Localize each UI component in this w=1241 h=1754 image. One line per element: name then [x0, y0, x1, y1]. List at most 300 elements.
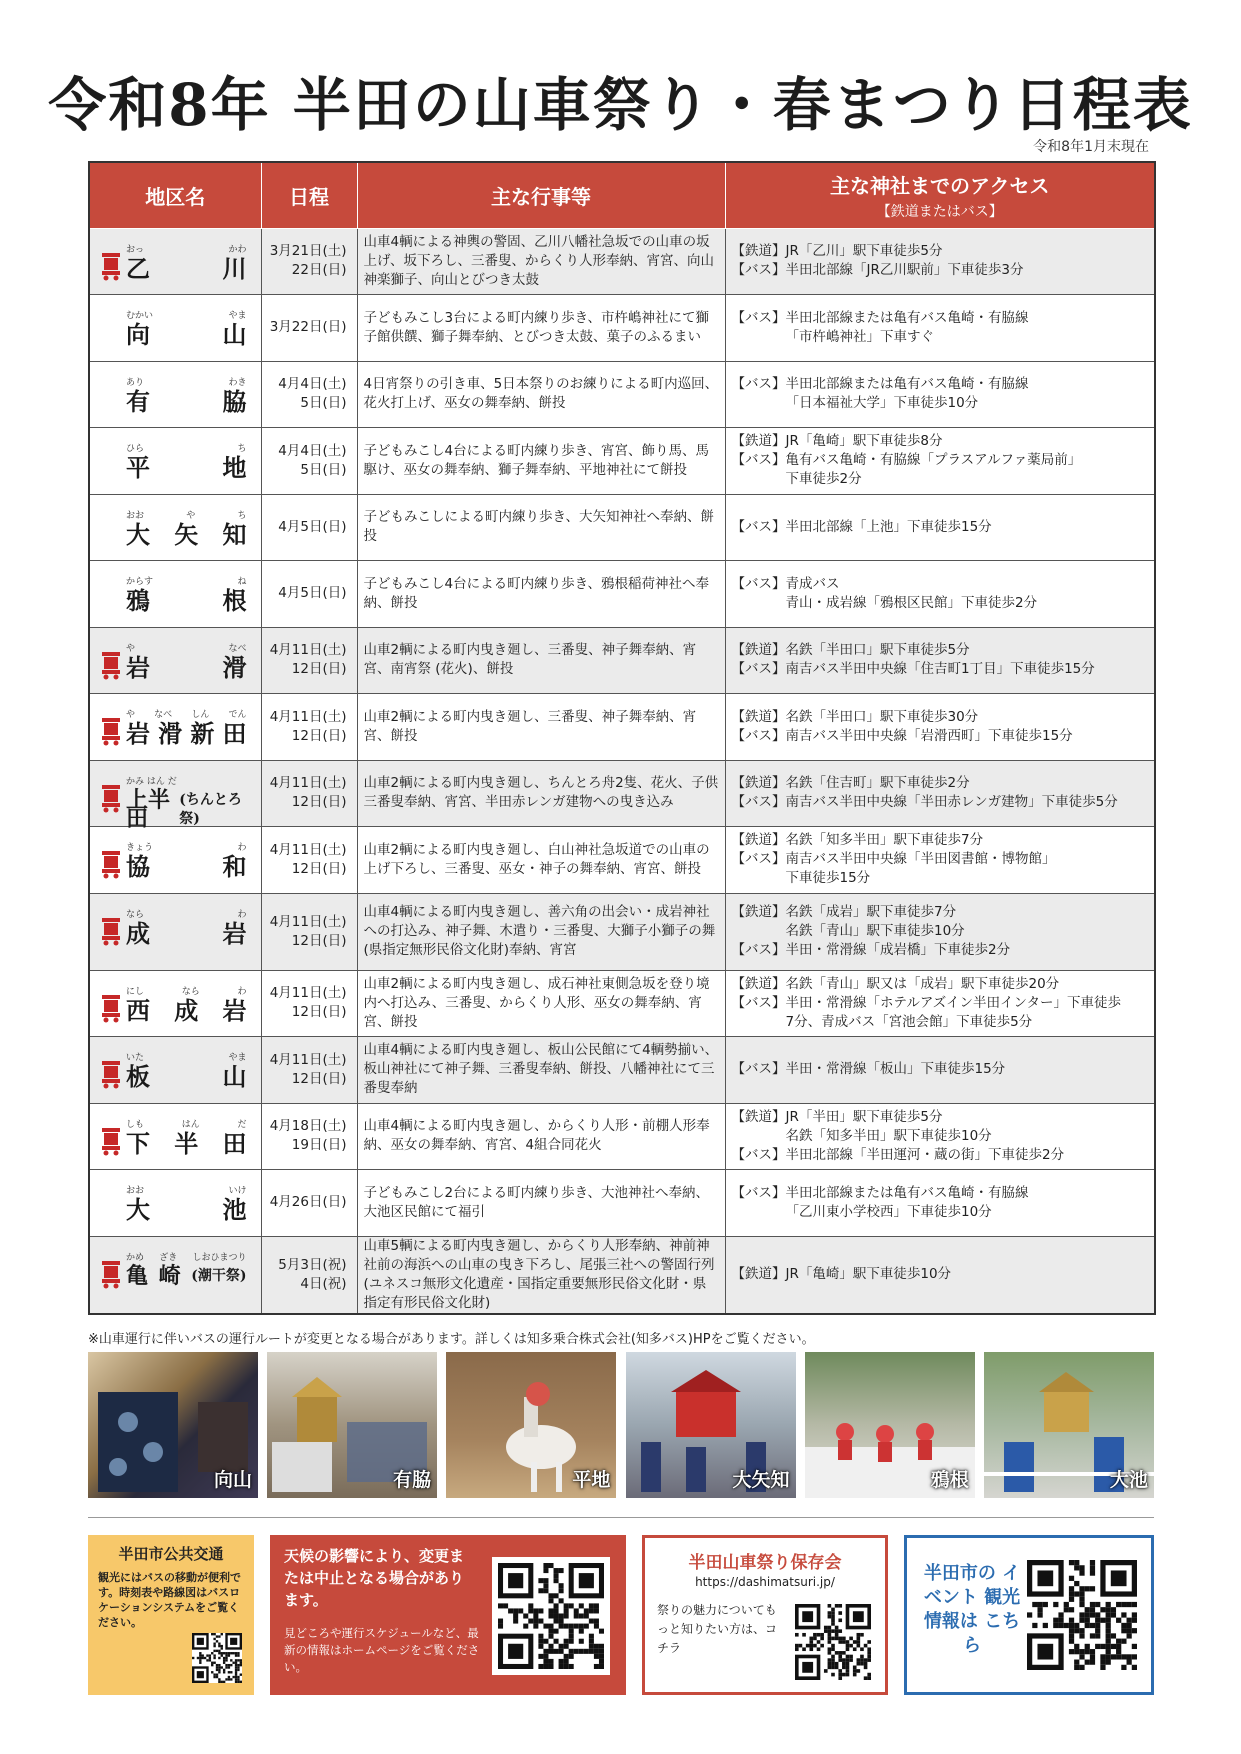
district-name — [126, 1195, 247, 1224]
weather-notice-box — [270, 1535, 626, 1695]
access-line — [732, 774, 1149, 793]
header-events: 主な行事等 — [357, 162, 725, 228]
ruby-text: からす — [126, 577, 154, 587]
district-cell — [89, 228, 261, 295]
weather-title: 天候の影響により、変更または中止となる場合があります。 — [284, 1547, 465, 1609]
district-char: 有 — [126, 386, 150, 416]
photo-caption: 平地 — [572, 1469, 611, 1491]
ruby-text: かみ はん だ — [126, 776, 177, 787]
preservation-society-box — [642, 1535, 888, 1695]
district-char: 西 — [126, 995, 150, 1025]
ruby-text: わ — [237, 843, 247, 853]
date-cell — [261, 494, 357, 561]
access-text: 南吉バス半田中央線「半田赤レンガ建物」下車徒歩5分 — [785, 794, 1118, 811]
events-cell: 山車2輌による町内曳き廻し、白山神社急坂道での山車の上げ下ろし、三番叟、巫女・神子の舞奉納、宵宮、餅投 — [357, 827, 725, 894]
access-text: JR「半田」駅下車徒歩5分 — [785, 1108, 943, 1125]
access-text: 「日本福祉大学」下車徒歩10分 — [785, 395, 979, 412]
district-char: 鴉 — [126, 586, 150, 615]
access-cell — [725, 827, 1155, 894]
dashi-float-icon — [100, 783, 122, 813]
ruby-text: おっ — [126, 244, 145, 255]
district-name — [126, 652, 247, 682]
district-cell — [89, 694, 261, 761]
district-char: 田 — [222, 1128, 247, 1158]
date-text: 4月11日(土) — [269, 985, 347, 1002]
ruby-text: や — [126, 710, 136, 720]
date-text: 4月18日(土) — [269, 1118, 347, 1135]
ruby-text: わ — [237, 909, 247, 920]
transit-qr-code-icon[interactable] — [192, 1633, 242, 1683]
access-line — [732, 903, 1149, 922]
access-mode-tag: 【鉄道】 — [731, 904, 786, 920]
date-cell — [261, 1170, 357, 1237]
ruby-text: おお — [126, 1186, 145, 1196]
access-text: 半田・常滑線「ホテルアズイン半田インター」下車徒歩 — [785, 994, 1121, 1011]
access-cell — [725, 361, 1155, 428]
preservation-url[interactable]: https://dashimatsuri.jp/ — [695, 1575, 835, 1589]
access-text: 7分、青成バス「宮池会館」下車徒歩5分 — [785, 1013, 1033, 1030]
district-char: 山 — [222, 1062, 247, 1091]
access-line — [732, 793, 1149, 812]
ruby-text: あり — [126, 377, 145, 388]
date-cell — [261, 627, 357, 694]
ruby-text: ち — [237, 444, 247, 454]
district-name — [126, 1262, 247, 1289]
date-text: 22日(日) — [291, 262, 347, 279]
district-char: 成 — [126, 918, 150, 948]
access-mode-tag: 【バス】 — [731, 851, 786, 868]
access-text: 名鉄「住吉町」駅下車徒歩2分 — [785, 775, 970, 792]
schedule-table — [88, 161, 1156, 1315]
date-cell — [261, 827, 357, 894]
transit-body: 観光にはバスの移動が便利です。時刻表や路線図はバスロケーションシステムをご覧ください。 — [98, 1571, 241, 1629]
events-cell: 山車2輌による町内曳き廻し、ちんとろ舟2隻、花火、子供三番叟奉納、宵宮、半田赤レンガ建物への曳き込み — [357, 760, 725, 827]
table-row — [89, 1103, 1155, 1170]
dashi-float-icon — [100, 251, 122, 281]
date-text: 3月21日(土) — [269, 243, 347, 260]
events-cell: 山車2輌による町内曳き廻し、成石神社東側急坂を登り境内へ打込み、三番叟、からくり人形、巫女の舞奉納、宵宮、餅投 — [357, 970, 725, 1037]
access-text: 亀有バス亀崎・有脇線「プラスアルファ薬局前」 — [785, 452, 1082, 469]
access-text: 半田北部線または亀有バス亀崎・有脇線 — [785, 1184, 1029, 1201]
date-text: 4月11日(土) — [269, 642, 347, 659]
date-cell — [261, 561, 357, 628]
date-text: 5日(日) — [300, 461, 347, 478]
access-text: 半田北部線または亀有バス亀崎・有脇線 — [785, 376, 1029, 393]
photo-karasune — [805, 1352, 975, 1498]
district-char: 滑 — [222, 652, 247, 682]
access-mode-tag: 【鉄道】 — [731, 708, 786, 725]
ruby-text: やま — [228, 1053, 247, 1063]
date-text: 4日(祝) — [300, 1275, 347, 1292]
access-mode-tag: 【バス】 — [731, 942, 786, 958]
photo-caption: 大矢知 — [732, 1469, 790, 1491]
ruby-text: なら — [126, 909, 145, 920]
photo-oike — [984, 1352, 1154, 1498]
access-mode-tag: 【バス】 — [731, 309, 786, 326]
photo-strip — [88, 1352, 1154, 1498]
header-schedule: 日程 — [261, 162, 357, 228]
table-row — [89, 228, 1155, 295]
events-cell: 山車2輌による町内曳き廻し、三番叟、神子舞奉納、宵宮、餅投 — [357, 694, 725, 761]
table-row — [89, 1037, 1155, 1104]
district-cell — [89, 893, 261, 970]
district-char: 山 — [222, 320, 247, 349]
date-cell — [261, 760, 357, 827]
access-line — [732, 518, 1149, 537]
district-cell — [89, 827, 261, 894]
access-text: 名鉄「半田口」駅下車徒歩30分 — [785, 708, 979, 725]
date-cell — [261, 361, 357, 428]
events-cell: 山車4輌による町内曳き廻し、板山公民館にて4輌勢揃い、板山神社にて神子舞、三番叟奉納、餅投、八幡神社にて三番叟奉納 — [357, 1037, 725, 1104]
date-text: 4月5日(日) — [278, 518, 347, 535]
access-mode-tag: 【鉄道】 — [731, 433, 786, 450]
date-cell — [261, 970, 357, 1037]
access-mode-tag: 【バス】 — [731, 994, 786, 1011]
date-cell — [261, 1236, 357, 1314]
access-cell — [725, 970, 1155, 1037]
access-mode-tag: 【鉄道】 — [731, 975, 786, 992]
date-cell — [261, 428, 357, 495]
ruby-text: かわ — [228, 244, 247, 255]
date-text: 3月22日(日) — [269, 319, 347, 336]
access-cell — [725, 1037, 1155, 1104]
events-cell: 山車2輌による町内曳き廻し、三番叟、神子舞奉納、宵宮、南宵祭 (花火)、餅投 — [357, 627, 725, 694]
events-cell: 子どもみこし4台による町内練り歩き、鴉根稲荷神社へ奉納、餅投 — [357, 561, 725, 628]
access-text: 「乙川東小学校西」下車徒歩10分 — [785, 1203, 992, 1220]
preservation-body: 祭りの魅力についてもっと知りたい方は、コチラ — [657, 1603, 778, 1655]
district-name — [126, 320, 247, 349]
district-char: 脇 — [222, 386, 247, 416]
district-cell — [89, 1170, 261, 1237]
ruby-text: わき — [228, 377, 247, 388]
access-line — [732, 375, 1149, 394]
access-cell — [725, 428, 1155, 495]
access-cell — [725, 760, 1155, 827]
ruby-text: にし — [126, 986, 145, 997]
access-mode-tag: 【バス】 — [731, 1146, 786, 1163]
dashi-float-icon — [100, 1259, 122, 1289]
access-cell — [725, 295, 1155, 362]
date-text: 19日(日) — [291, 1137, 347, 1154]
access-line — [732, 660, 1149, 679]
dashi-float-icon — [100, 1126, 122, 1156]
table-header-row — [89, 162, 1155, 228]
access-mode-tag: 【バス】 — [731, 1184, 786, 1201]
access-line — [732, 641, 1149, 660]
events-cell: 山車4輌による町内曳き廻し、善六角の出会い・成岩神社への打込み、神子舞、木遣り・三番叟、大獅子小獅子の舞(県指定無形民俗文化財)奉納、宵宮 — [357, 893, 725, 970]
access-text: 名鉄「青山」駅又は「成岩」駅下車徒歩20分 — [785, 975, 1060, 992]
ruby-text: ひら — [126, 444, 145, 454]
district-name — [126, 719, 247, 748]
access-line — [732, 1013, 1149, 1032]
table-row — [89, 627, 1155, 694]
access-mode-tag: 【鉄道】 — [731, 832, 786, 849]
date-cell — [261, 228, 357, 295]
district-char: 地 — [222, 453, 247, 482]
preservation-title: 半田山車祭り保存会 — [688, 1553, 842, 1573]
access-line — [732, 1203, 1149, 1222]
access-mode-tag: 【鉄道】 — [731, 1108, 786, 1125]
access-line — [732, 309, 1149, 328]
page-title: 令和8年 半田の山車祭り・春まつり日程表 — [48, 71, 1193, 139]
access-text: 南吉バス半田中央線「住吉町1丁目」下車徒歩15分 — [785, 661, 1095, 678]
date-text: 5日(日) — [300, 395, 347, 412]
district-cell — [89, 970, 261, 1037]
access-line — [732, 1265, 1149, 1284]
district-char: 田 — [222, 719, 247, 748]
district-name — [126, 852, 247, 881]
access-text: 半田北部線「JR乙川駅前」下車徒歩3分 — [785, 262, 1024, 279]
district-char: 池 — [222, 1195, 247, 1224]
access-line — [732, 575, 1149, 594]
district-suffix: (ちんとろ祭) — [179, 791, 242, 827]
access-line — [732, 994, 1149, 1013]
district-name — [126, 995, 247, 1025]
photo-oyachi — [626, 1352, 796, 1498]
weather-body: 見どころや運行スケジュールなど、最新の情報はホームページをご覧ください。 — [284, 1626, 480, 1674]
access-text: 下車徒歩15分 — [785, 870, 871, 887]
date-cell — [261, 893, 357, 970]
district-char: 大 — [126, 1195, 150, 1224]
date-text: 4月11日(土) — [269, 708, 347, 725]
access-text: JR「乙川」駅下車徒歩5分 — [785, 243, 943, 260]
district-name — [126, 519, 247, 549]
access-text: 半田北部線または亀有バス亀崎・有脇線 — [785, 309, 1029, 326]
access-cell — [725, 494, 1155, 561]
access-text: JR「亀崎」駅下車徒歩8分 — [785, 433, 943, 450]
table-row — [89, 494, 1155, 561]
access-line — [732, 432, 1149, 451]
district-cell — [89, 561, 261, 628]
ruby-text: きょう — [126, 843, 154, 853]
table-row — [89, 561, 1155, 628]
district-cell — [89, 1236, 261, 1314]
district-char: 乙 — [126, 253, 150, 283]
district-char: 板 — [126, 1062, 150, 1091]
access-text: 名鉄「成岩」駅下車徒歩7分 — [785, 904, 957, 920]
access-text: 青成バス — [785, 575, 840, 592]
date-text: 12日(日) — [291, 727, 347, 744]
ruby-text: むかい — [126, 311, 154, 321]
access-line — [732, 394, 1149, 413]
district-cell — [89, 1103, 261, 1170]
ruby-text: なべ — [228, 643, 247, 654]
access-line — [732, 1060, 1149, 1079]
photo-ariwaki — [267, 1352, 437, 1498]
access-mode-tag: 【鉄道】 — [731, 243, 786, 260]
table-row — [89, 827, 1155, 894]
access-cell — [725, 1170, 1155, 1237]
district-char: 和 — [222, 852, 247, 881]
ruby-text: だ — [237, 1119, 247, 1130]
access-text: 半田北部線「半田運河・蔵の街」下車徒歩2分 — [785, 1146, 1065, 1163]
ruby-text: わ — [237, 986, 247, 997]
district-char: 根 — [222, 586, 247, 615]
district-char: 岩 — [126, 652, 150, 682]
divider — [88, 1517, 1154, 1518]
photo-caption: 向山 — [213, 1469, 252, 1491]
events-cell: 山車4輌による町内曳き廻し、からくり人形・前棚人形奉納、巫女の舞奉納、宵宮、4組合同花火 — [357, 1103, 725, 1170]
access-cell — [725, 627, 1155, 694]
access-text: 名鉄「青山」駅下車徒歩10分 — [785, 923, 965, 939]
district-cell — [89, 295, 261, 362]
dashi-float-icon — [100, 993, 122, 1023]
district-cell — [89, 760, 261, 832]
table-row — [89, 970, 1155, 1037]
district-char: 新 — [190, 719, 215, 748]
access-line — [732, 708, 1149, 727]
header-access — [725, 162, 1155, 228]
district-char: 亀 — [126, 1262, 149, 1289]
district-name — [126, 453, 247, 482]
access-mode-tag: 【バス】 — [731, 376, 786, 393]
date-text: 4月11日(土) — [269, 775, 347, 792]
transit-title: 半田市公共交通 — [118, 1545, 224, 1563]
district-name — [126, 253, 247, 283]
ruby-text: ち — [237, 510, 247, 521]
events-cell: 子どもみこしによる町内練り歩き、大矢知神社へ奉納、餅投 — [357, 494, 725, 561]
weather-qr-code-icon[interactable] — [492, 1557, 610, 1675]
access-text: 下車徒歩2分 — [785, 471, 862, 488]
date-text: 12日(日) — [291, 860, 347, 877]
date-cell — [261, 694, 357, 761]
preservation-qr-code-icon[interactable] — [795, 1604, 871, 1680]
ruby-text: ざき — [159, 1252, 178, 1263]
date-cell — [261, 295, 357, 362]
access-cell — [725, 228, 1155, 295]
access-cell — [725, 561, 1155, 628]
access-mode-tag: 【バス】 — [731, 518, 786, 535]
access-cell — [725, 1103, 1155, 1170]
date-text: 12日(日) — [291, 661, 347, 678]
access-line — [732, 242, 1149, 261]
access-mode-tag: 【バス】 — [731, 452, 786, 469]
district-name — [126, 786, 247, 832]
photo-hirachi — [446, 1352, 616, 1498]
ruby-text: やま — [228, 311, 247, 321]
district-cell — [89, 494, 261, 561]
access-line — [732, 1146, 1149, 1165]
table-row — [89, 893, 1155, 970]
access-line — [732, 1108, 1149, 1127]
events-cell: 子どもみこし2台による町内練り歩き、大池神社へ奉納、大池区民館にて福引 — [357, 1170, 725, 1237]
dashi-float-icon — [100, 716, 122, 746]
access-cell — [725, 1236, 1155, 1314]
access-mode-tag: 【バス】 — [731, 727, 786, 744]
district-char: 向 — [126, 320, 150, 349]
dashi-float-icon — [100, 1059, 122, 1089]
access-mode-tag: 【鉄道】 — [731, 1266, 786, 1282]
table-row — [89, 760, 1155, 827]
district-char: 成 — [174, 995, 199, 1025]
district-name — [126, 918, 247, 948]
ruby-text: ね — [237, 577, 247, 587]
city-qr-code-icon[interactable] — [1027, 1560, 1137, 1670]
district-cell — [89, 361, 261, 428]
district-name — [126, 386, 247, 416]
district-char: 岩 — [222, 918, 247, 948]
photo-caption: 鴉根 — [930, 1469, 969, 1491]
access-mode-tag: 【バス】 — [731, 661, 786, 678]
district-name — [126, 586, 247, 615]
access-line — [732, 831, 1149, 850]
ruby-text: でん — [228, 710, 247, 720]
access-text: 南吉バス半田中央線「半田図書館・博物館」 — [785, 851, 1056, 868]
events-cell: 4日宵祭りの引き車、5日本祭りのお練りによる町内巡回、花火打上げ、巫女の舞奉納、餅投 — [357, 361, 725, 428]
district-char: 岩 — [222, 995, 247, 1025]
access-text: 名鉄「知多半田」駅下車徒歩10分 — [785, 1127, 992, 1144]
date-text: 5月3日(祝) — [278, 1256, 347, 1273]
access-line — [732, 975, 1149, 994]
header-access-title: 主な神社までのアクセス — [830, 173, 1050, 198]
district-char: 協 — [126, 852, 150, 881]
access-mode-tag: 【バス】 — [731, 794, 786, 811]
district-char: 下 — [126, 1128, 150, 1158]
access-mode-tag: 【バス】 — [731, 1061, 786, 1078]
date-text: 4月5日(日) — [278, 585, 347, 602]
date-text: 12日(日) — [291, 1070, 347, 1087]
district-char: 半 — [174, 1128, 199, 1158]
access-text: 半田北部線「上池」下車徒歩15分 — [785, 518, 992, 535]
date-cell — [261, 1037, 357, 1104]
access-line — [732, 922, 1149, 941]
table-row — [89, 694, 1155, 761]
header-district: 地区名 — [89, 162, 261, 228]
photo-caption: 有脇 — [393, 1469, 432, 1491]
ruby-text: や — [186, 510, 196, 521]
ruby-text: なべ — [154, 710, 173, 720]
district-name — [126, 1062, 247, 1091]
ruby-text: はん — [181, 1119, 200, 1130]
access-line — [732, 328, 1149, 347]
dashi-float-icon — [100, 650, 122, 680]
district-cell — [89, 428, 261, 495]
district-cell — [89, 1037, 261, 1104]
access-cell — [725, 694, 1155, 761]
table-row — [89, 295, 1155, 362]
as-of-date: 令和8年1月末現在 — [1033, 139, 1149, 155]
table-row — [89, 361, 1155, 428]
photo-mukaiyama — [88, 1352, 258, 1498]
access-mode-tag: 【鉄道】 — [731, 775, 786, 792]
date-text: 4月11日(土) — [269, 1051, 347, 1068]
ruby-text: しん — [191, 710, 210, 720]
ruby-text: かめ — [126, 1252, 145, 1263]
access-text: 半田・常滑線「板山」下車徒歩15分 — [785, 1061, 1006, 1078]
events-cell: 山車5輌による町内曳き廻し、からくり人形奉納、神前神社前の海浜への山車の曳き下ろし、尾張三社への警固行列(ユネスコ無形文化遺産・国指定重要無形民俗文化財・県指定有形民俗文化財) — [357, 1236, 725, 1314]
district-char: 崎 — [158, 1262, 181, 1289]
district-char: 大 — [126, 519, 150, 549]
city-event-box — [904, 1535, 1154, 1695]
access-mode-tag: 【バス】 — [731, 262, 786, 279]
events-cell: 山車4輌による神輿の警固、乙川八幡社急坂での山車の坂上げ、坂下ろし、三番叟、からくり人形奉納、宵宮、向山神楽獅子、向山とびつき太鼓 — [357, 228, 725, 295]
access-line — [732, 850, 1149, 869]
suffix-ruby-text: しおひまつり — [192, 1252, 247, 1263]
access-text: 名鉄「半田口」駅下車徒歩5分 — [785, 642, 970, 659]
bus-route-note: ※山車運行に伴いバスの運行ルートが変更となる場合があります。詳しくは知多乗合株式会社(知多バス)HPをご覧ください。 — [88, 1332, 815, 1347]
access-line — [732, 869, 1149, 888]
events-cell: 子どもみこし4台による町内練り歩き、宵宮、飾り馬、馬駆け、巫女の舞奉納、獅子舞奉納、平地神社にて餅投 — [357, 428, 725, 495]
district-char: 岩 — [126, 719, 150, 748]
table-row — [89, 1236, 1155, 1314]
access-text: 名鉄「知多半田」駅下車徒歩7分 — [785, 832, 984, 849]
ruby-text: おお — [126, 510, 145, 521]
date-text: 12日(日) — [291, 932, 347, 949]
date-text: 4月4日(土) — [278, 376, 347, 393]
district-char: 上半田 — [126, 786, 171, 832]
ruby-text: や — [126, 643, 136, 654]
access-text: JR「亀崎」駅下車徒歩10分 — [785, 1266, 952, 1282]
